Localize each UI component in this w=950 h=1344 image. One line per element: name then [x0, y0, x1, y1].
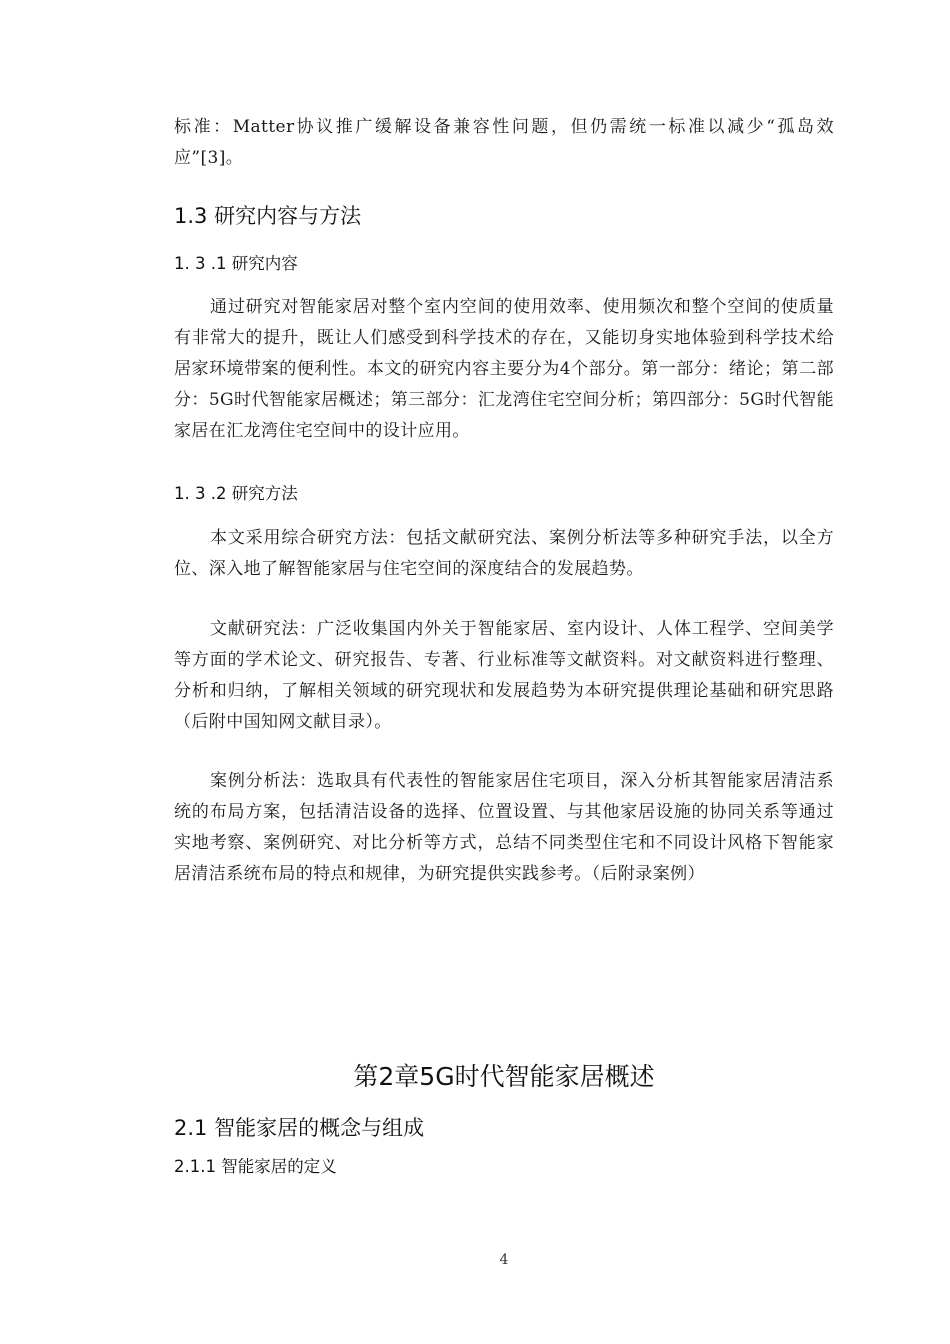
- subsection-heading-2-1-1: 2.1.1 智能家居的定义: [174, 1157, 337, 1176]
- continuation-paragraph: 标准：Matter协议推广缓解设备兼容性问题，但仍需统一标准以减少“孤岛效应”[3]。: [174, 117, 834, 168]
- subsection-heading-1-3-1: 1. 3 .1 研究内容: [174, 254, 298, 273]
- subsection-heading-1-3-2: 1. 3 .2 研究方法: [174, 484, 298, 503]
- literature-method-paragraph: 文献研究法：广泛收集国内外关于智能家居、室内设计、人体工程学、空间美学等方面的学术论文、研究报告、专著、行业标准等文献资料。对文献资料进行整理、分析和归纳，了解相关领域的研究现状和发展趋势为本研究提供理论基础和研究思路（后附中国知网文献目录）。: [174, 619, 834, 732]
- research-method-paragraph: 本文采用综合研究方法：包括文献研究法、案例分析法等多种研究手法，以全方位、深入地了解智能家居与住宅空间的深度结合的发展趋势。: [174, 528, 834, 579]
- section-heading-1-3: 1.3 研究内容与方法: [174, 204, 362, 228]
- chapter-2-title: 第2章5G时代智能家居概述: [353, 1062, 655, 1091]
- section-heading-2-1: 2.1 智能家居的概念与组成: [174, 1116, 425, 1140]
- case-analysis-paragraph: 案例分析法：选取具有代表性的智能家居住宅项目，深入分析其智能家居清洁系统的布局方案，包括清洁设备的选择、位置设置、与其他家居设施的协同关系等通过实地考察、案例研究、对比分析等方式，总结不同类型住宅和不同设计风格下智能家居清洁系统布局的特点和规律，为研究提供实践参考。（后附录案例）: [174, 771, 834, 884]
- research-content-paragraph: 通过研究对智能家居对整个室内空间的使用效率、使用频次和整个空间的使质量有非常大的提升，既让人们感受到科学技术的存在，又能切身实地体验到科学技术给居家环境带案的便利性。本文的研究内容主要分为4个部分。第一部分：绪论；第二部分：5G时代智能家居概述；第三部分：汇龙湾住宅空间分析；第四部分：5G时代智能家居在汇龙湾住宅空间中的设计应用。: [174, 297, 834, 441]
- page-number: 4: [499, 1252, 509, 1268]
